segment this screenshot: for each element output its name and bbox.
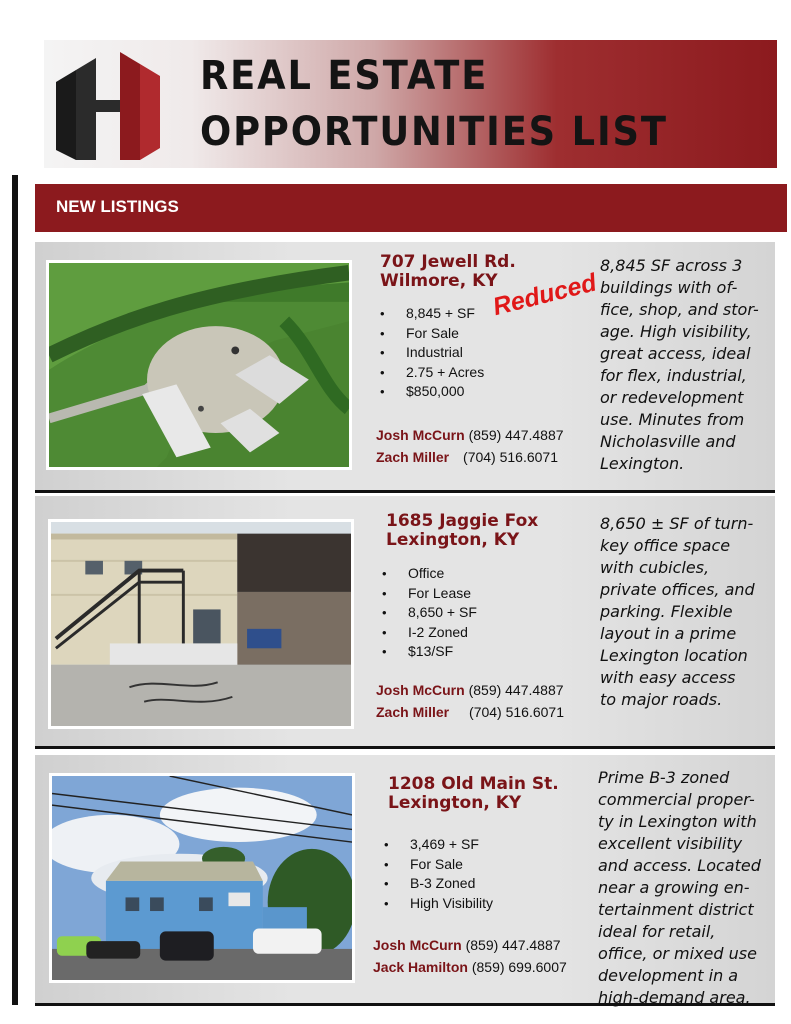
list-item: • B-3 Zoned xyxy=(382,874,493,894)
page-title xyxy=(200,48,668,160)
listing-photo-2[interactable] xyxy=(48,519,354,729)
listing-address-1-street: 707 Jewell Rd. xyxy=(380,252,516,272)
contact-phone[interactable]: (859) 447.4887 xyxy=(468,682,564,698)
contact-row xyxy=(376,704,564,720)
listing-photo-3[interactable] xyxy=(49,773,355,983)
listing-address-3-city: Lexington, KY xyxy=(388,793,522,813)
contact-name: Zach Miller xyxy=(376,704,450,720)
list-item: • 8,845 + SF xyxy=(378,304,484,324)
h-logo-icon xyxy=(56,52,160,160)
listing-photo-1[interactable] xyxy=(46,260,352,470)
list-item: • For Sale xyxy=(378,324,484,344)
listing-divider-2 xyxy=(35,746,775,749)
list-item: • For Sale xyxy=(382,855,493,875)
section-label: NEW LISTINGS xyxy=(56,197,179,216)
list-item: • 3,469 + SF xyxy=(382,835,493,855)
contact-name: Jack Hamilton xyxy=(373,959,468,975)
contact-phone[interactable]: (704) 516.6071 xyxy=(469,704,564,720)
list-item: • 2.75 + Acres xyxy=(378,363,484,383)
listing-address-2-street: 1685 Jaggie Fox xyxy=(386,511,539,531)
listing-address-2 xyxy=(386,512,538,550)
listing-divider-1 xyxy=(35,490,775,493)
listing-description-3: Prime B-3 zoned commercial proper- ty in Lexington with excellent visibility and access. Located near a growing en- tertainment district ideal for retail, office, or mixed use development in a high-demand area. xyxy=(598,768,761,1007)
left-rule xyxy=(12,175,18,1005)
contact-row xyxy=(373,937,561,953)
listing-address-1-city: Wilmore, KY xyxy=(380,271,498,291)
contact-name: Zach Miller xyxy=(376,449,450,465)
contact-name: Josh McCurn xyxy=(376,682,465,698)
list-item: • For Lease xyxy=(380,584,477,604)
listing-address-1 xyxy=(380,253,516,291)
title-line-2: OPPORTUNITIES LIST xyxy=(200,109,668,155)
contact-name: Josh McCurn xyxy=(373,937,462,953)
contact-name: Josh McCurn xyxy=(376,427,465,443)
contact-phone[interactable]: (859) 447.4887 xyxy=(468,427,564,443)
list-item: • 8,650 + SF xyxy=(380,603,477,623)
list-item: • $850,000 xyxy=(378,382,484,402)
listing-facts-2 xyxy=(380,564,477,662)
listing-facts-3 xyxy=(382,835,493,913)
contact-row xyxy=(373,959,567,975)
listing-address-3 xyxy=(388,775,559,813)
listing-facts-1 xyxy=(378,304,484,402)
contact-row xyxy=(376,427,564,443)
title-line-1: REAL ESTATE xyxy=(200,53,489,99)
contact-phone[interactable]: (704) 516.6071 xyxy=(463,449,558,465)
listing-description-2: 8,650 ± SF of turn- key office space with cubicles, private offices, and parking. Flexible layout in a prime Lexington location with easy access to major roads. xyxy=(600,514,755,709)
list-item: • Office xyxy=(380,564,477,584)
contact-phone[interactable]: (859) 699.6007 xyxy=(471,959,567,975)
listing-address-2-city: Lexington, KY xyxy=(386,530,520,550)
reduced-badge: Reduced xyxy=(490,268,600,322)
contact-phone[interactable]: (859) 447.4887 xyxy=(465,937,561,953)
list-item: • High Visibility xyxy=(382,894,493,914)
list-item: • I-2 Zoned xyxy=(380,623,477,643)
listing-address-3-street: 1208 Old Main St. xyxy=(388,774,559,794)
list-item: • $13/SF xyxy=(380,642,477,662)
list-item: • Industrial xyxy=(378,343,484,363)
contact-row xyxy=(376,449,558,465)
contact-row xyxy=(376,682,564,698)
listing-description-1: 8,845 SF across 3 buildings with of- fice, shop, and stor- age. High visibility, great access, ideal for flex, industrial, or redevelopment use. Minutes from Nicholasville and Lexington. xyxy=(600,256,759,473)
